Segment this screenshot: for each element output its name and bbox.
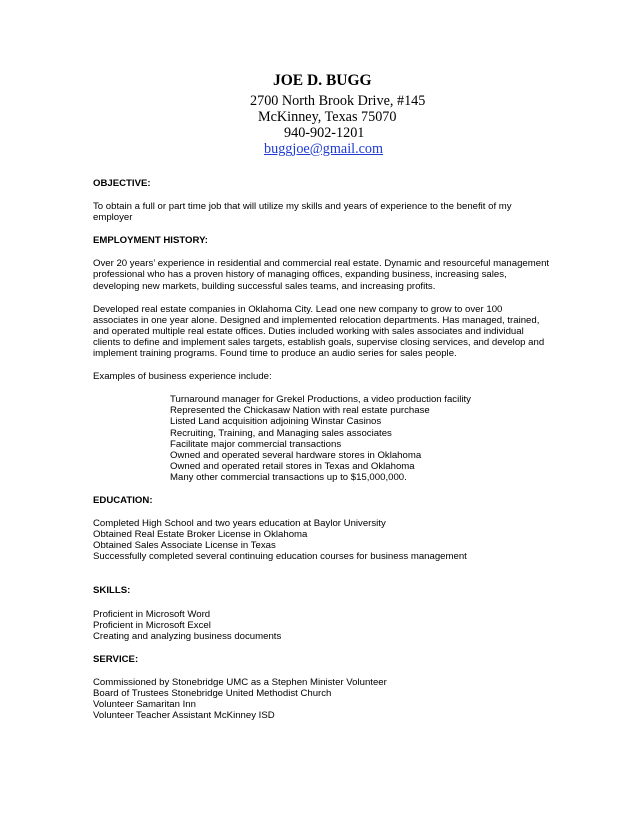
list-item: Facilitate major commercial transactions: [170, 438, 342, 450]
list-item: Many other commercial transactions up to $15,000,000.: [170, 471, 407, 483]
skills-heading: SKILLS:: [93, 585, 131, 597]
paragraph-line: professional who has a proven history of managing offices, expanding business, increasing sales,: [93, 269, 507, 281]
employment-paragraph-1: [93, 258, 553, 291]
list-item: Volunteer Teacher Assistant McKinney ISD: [93, 710, 275, 722]
paragraph-line: developing new markets, building successful sales teams, and increasing profits.: [93, 280, 436, 292]
experience-examples-list: [93, 394, 553, 483]
employment-heading: EMPLOYMENT HISTORY:: [93, 235, 208, 247]
list-item: Proficient in Microsoft Excel: [93, 619, 211, 631]
list-item: Proficient in Microsoft Word: [93, 608, 211, 620]
list-item: Completed High School and two years education at Baylor University: [93, 518, 386, 530]
list-item: Listed Land acquisition adjoining Winstar Casinos: [170, 416, 382, 428]
applicant-name: JOE D. BUGG: [273, 72, 372, 89]
objective-text: [93, 201, 553, 223]
resume-body: [93, 178, 553, 721]
list-item: Represented the Chickasaw Nation with real estate purchase: [170, 405, 430, 417]
list-item: Obtained Sales Associate License in Texas: [93, 540, 276, 552]
list-item: Owned and operated several hardware stores in Oklahoma: [170, 449, 422, 461]
phone-number: 940-902-1201: [284, 125, 365, 141]
list-item: Recruiting, Training, and Managing sales associates: [170, 427, 392, 439]
service-list: [93, 677, 553, 721]
list-item: Obtained Real Estate Broker License in Oklahoma: [93, 529, 308, 541]
paragraph-line: clients to define and implement sales targets, establish goals, supervise closing services, and develop and: [93, 336, 545, 348]
paragraph-line: implement training programs. Found time to produce an audio series for sales people.: [93, 348, 457, 360]
paragraph-line: and operated multiple real estate offices. Duties included working with sales associates and individual: [93, 325, 524, 337]
paragraph-line: Developed real estate companies in Oklahoma City. Lead one new company to grow to over 100: [93, 303, 503, 315]
education-list: [93, 518, 553, 562]
objective-line: To obtain a full or part time job that will utilize my skills and years of experience to the benefit of my: [93, 201, 512, 213]
education-heading: EDUCATION:: [93, 494, 153, 506]
examples-intro: Examples of business experience include:: [93, 371, 272, 383]
objective-heading: OBJECTIVE:: [93, 178, 151, 189]
paragraph-line: associates in one year alone. Designed and implemented relocation departments. Has managed, trained,: [93, 314, 540, 326]
skills-list: [93, 609, 553, 642]
list-item: Volunteer Samaritan Inn: [93, 699, 196, 711]
email-link[interactable]: buggjoe@gmail.com: [264, 141, 384, 157]
list-item: Turnaround manager for Grekel Productions, a video production facility: [170, 394, 471, 406]
objective-line: employer: [93, 212, 133, 224]
list-item: Successfully completed several continuing education courses for business management: [93, 551, 467, 563]
address-line-2: McKinney, Texas 75070: [258, 109, 397, 125]
paragraph-line: Over 20 years’ experience in residential and commercial real estate. Dynamic and resourceful management: [93, 258, 550, 270]
address-line-1: 2700 North Brook Drive, #145: [250, 93, 426, 109]
list-item: Owned and operated retail stores in Texas and Oklahoma: [170, 460, 415, 472]
employment-paragraph-2: [93, 304, 553, 359]
service-heading: SERVICE:: [93, 653, 139, 665]
list-item: Commissioned by Stonebridge UMC as a Stephen Minister Volunteer: [93, 676, 387, 688]
list-item: Creating and analyzing business documents: [93, 630, 282, 642]
list-item: Board of Trustees Stonebridge United Methodist Church: [93, 688, 332, 699]
